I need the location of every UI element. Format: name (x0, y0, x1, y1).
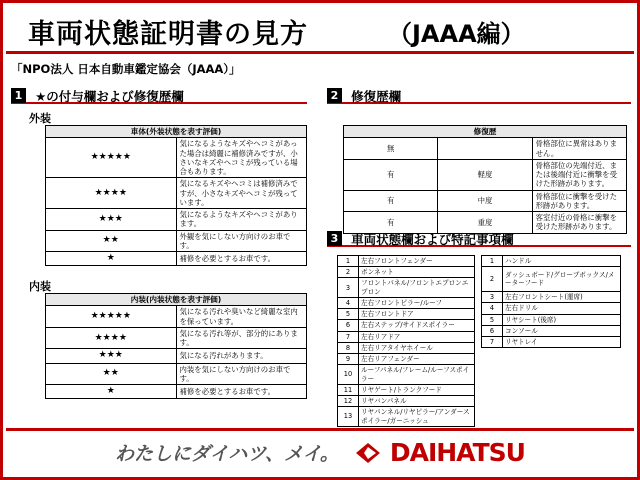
page-title: 車両状態証明書の見方 (28, 19, 308, 50)
exterior-stars: ★★★★ (46, 178, 177, 209)
exterior-desc: 補修を必要とするお車です。 (176, 252, 307, 266)
part-no: 9 (338, 354, 359, 365)
exterior-stars: ★★ (46, 230, 177, 252)
section-1-title: ★の付与欄および修復歴欄 (35, 88, 184, 104)
part-no: 2 (482, 267, 503, 292)
part-no: 3 (338, 278, 359, 297)
interior-desc: 内装を気にしない方向けのお車です。 (176, 363, 307, 385)
exterior-desc: 気になるようなキズやヘコミがあった場合は綺麗に補修済みですが、小さいなキズやヘコミが残っている場合もあります。 (176, 138, 307, 178)
part-name: 左右リアフェンダー (359, 354, 475, 365)
repair-mark: 有 (344, 159, 438, 190)
part-name: リヤバンパネル (359, 396, 475, 407)
part-name: 左右フロントピラー/ルーフ (359, 297, 475, 308)
interior-parts-list-table (481, 255, 621, 348)
table-row (46, 209, 307, 231)
list-item (338, 331, 475, 342)
list-item (338, 256, 475, 267)
repair-grade (438, 138, 532, 160)
list-item (338, 365, 475, 384)
part-no: 1 (482, 256, 503, 267)
repair-desc: 骨格部位に異常はありません。 (532, 138, 626, 160)
repair-mark: 有 (344, 190, 438, 212)
list-item (482, 337, 621, 348)
part-name: リヤシート(後席) (503, 314, 621, 325)
list-item (482, 314, 621, 325)
table-row (46, 349, 307, 363)
interior-desc: 気になる汚れや臭いなど綺麗な室内を保っています。 (176, 306, 307, 328)
table-row (46, 138, 307, 178)
exterior-parts-list-table (337, 255, 475, 427)
part-name: ハンドル (503, 256, 621, 267)
part-name: 左右フロントドア (359, 309, 475, 320)
interior-stars: ★ (46, 385, 177, 399)
section-2-number: 2 (327, 88, 342, 103)
exterior-stars: ★★★★★ (46, 138, 177, 178)
part-no: 6 (482, 325, 503, 336)
part-name: リヤゲート/トランクフード (359, 384, 475, 395)
exterior-table (45, 125, 307, 266)
table-row (46, 385, 307, 399)
section-2-header (327, 85, 631, 104)
part-no: 1 (338, 256, 359, 267)
interior-stars: ★★ (46, 363, 177, 385)
part-name: 左右リアタイヤホイール (359, 342, 475, 353)
repair-desc: 客室付近の骨格に衝撃を受けた形跡があります。 (532, 212, 626, 234)
part-no: 12 (338, 396, 359, 407)
repair-grade: 中度 (438, 190, 532, 212)
part-no: 6 (338, 320, 359, 331)
list-item (338, 267, 475, 278)
exterior-table-header: 車体(外装状態を表す評価) (46, 126, 307, 138)
part-name: リヤパンネル/リヤピラー/アンダースポイラー/ガーニッシュ (359, 407, 475, 426)
part-name: 左右フロントフェンダー (359, 256, 475, 267)
part-no: 5 (482, 314, 503, 325)
interior-label: 内装 (29, 280, 51, 293)
table-row (46, 306, 307, 328)
part-no: 11 (338, 384, 359, 395)
table-row (46, 178, 307, 209)
document-header (6, 6, 634, 54)
repair-table-header: 修復歴 (344, 126, 627, 138)
list-item (338, 396, 475, 407)
part-name: ルーフパネル/フレーム/ルーフスポイラー (359, 365, 475, 384)
repair-mark: 有 (344, 212, 438, 234)
list-item (482, 256, 621, 267)
section-1-number: 1 (11, 88, 26, 103)
repair-history-table (343, 125, 627, 234)
table-row (344, 159, 627, 190)
list-item (338, 342, 475, 353)
table-row (46, 363, 307, 385)
exterior-stars: ★★★ (46, 209, 177, 231)
exterior-label: 外装 (29, 112, 51, 125)
exterior-desc: 気になるようなキズやヘコミがあります。 (176, 209, 307, 231)
part-no: 13 (338, 407, 359, 426)
list-item (338, 297, 475, 308)
part-name: ダッシュボード/グローブボックス/メーターフード (503, 267, 621, 292)
slogan-text: わたしにダイハツ、メイ。 (115, 443, 339, 465)
part-name: 左右リアドア (359, 331, 475, 342)
table-row (46, 126, 307, 138)
part-name: 左右フロントシート(運席) (503, 292, 621, 303)
section-3-header (327, 228, 631, 247)
repair-desc: 骨格部位の先端付近、または後端付近に衝撃を受けた形跡があります。 (532, 159, 626, 190)
part-name: フロントパネル/フロントエプロンエプロン (359, 278, 475, 297)
exterior-stars: ★ (46, 252, 177, 266)
part-no: 4 (482, 303, 503, 314)
table-row (46, 252, 307, 266)
interior-desc: 気になる汚れがあります。 (176, 349, 307, 363)
table-row (344, 190, 627, 212)
part-name: リヤトレイ (503, 337, 621, 348)
interior-table (45, 293, 307, 399)
repair-mark: 無 (344, 138, 438, 160)
interior-desc: 気になる汚れ等が、部分的にあります。 (176, 327, 307, 349)
section-2-title: 修復歴欄 (351, 88, 402, 104)
part-name: 左右ドリル (503, 303, 621, 314)
document-footer (6, 428, 634, 474)
section-3-title: 車両状態欄および特記事項欄 (351, 231, 514, 247)
part-no: 4 (338, 297, 359, 308)
table-row (46, 294, 307, 306)
list-item (338, 309, 475, 320)
exterior-desc: 気になるキズやヘコミは補修済みですが、小さなキズやヘコミが残っています。 (176, 178, 307, 209)
part-no: 8 (338, 342, 359, 353)
interior-stars: ★★★ (46, 349, 177, 363)
table-row (46, 230, 307, 252)
part-no: 5 (338, 309, 359, 320)
list-item (482, 325, 621, 336)
part-no: 7 (338, 331, 359, 342)
list-item (338, 320, 475, 331)
list-item (482, 292, 621, 303)
list-item (482, 267, 621, 292)
repair-desc: 骨格部位に衝撃を受けた形跡があります。 (532, 190, 626, 212)
section-3-number: 3 (327, 231, 342, 246)
part-name: 左右ステップ/サイドスポイラー (359, 320, 475, 331)
exterior-desc: 外観を気にしない方向けのお車です。 (176, 230, 307, 252)
part-no: 2 (338, 267, 359, 278)
list-item (482, 303, 621, 314)
list-item (338, 407, 475, 426)
part-no: 10 (338, 365, 359, 384)
association-name: 「NPO法人 日本自動車鑑定協会（JAAA）」 (11, 62, 241, 76)
part-name: ボンネット (359, 267, 475, 278)
part-no: 7 (482, 337, 503, 348)
interior-desc: 補修を必要とするお車です。 (176, 385, 307, 399)
table-row (46, 327, 307, 349)
part-name: コンソール (503, 325, 621, 336)
repair-grade: 軽度 (438, 159, 532, 190)
interior-stars: ★★★★★ (46, 306, 177, 328)
daihatsu-logo-icon (353, 441, 383, 465)
part-no: 3 (482, 292, 503, 303)
interior-table-header: 内装(内装状態を表す評価) (46, 294, 307, 306)
brand-name: DAIHATSU (389, 438, 525, 467)
page-subtitle: （JAAA編） (388, 20, 525, 48)
list-item (338, 384, 475, 395)
interior-stars: ★★★★ (46, 327, 177, 349)
table-row (344, 138, 627, 160)
section-1-header (11, 85, 307, 104)
list-item (338, 354, 475, 365)
repair-grade: 重度 (438, 212, 532, 234)
table-row (344, 126, 627, 138)
list-item (338, 278, 475, 297)
